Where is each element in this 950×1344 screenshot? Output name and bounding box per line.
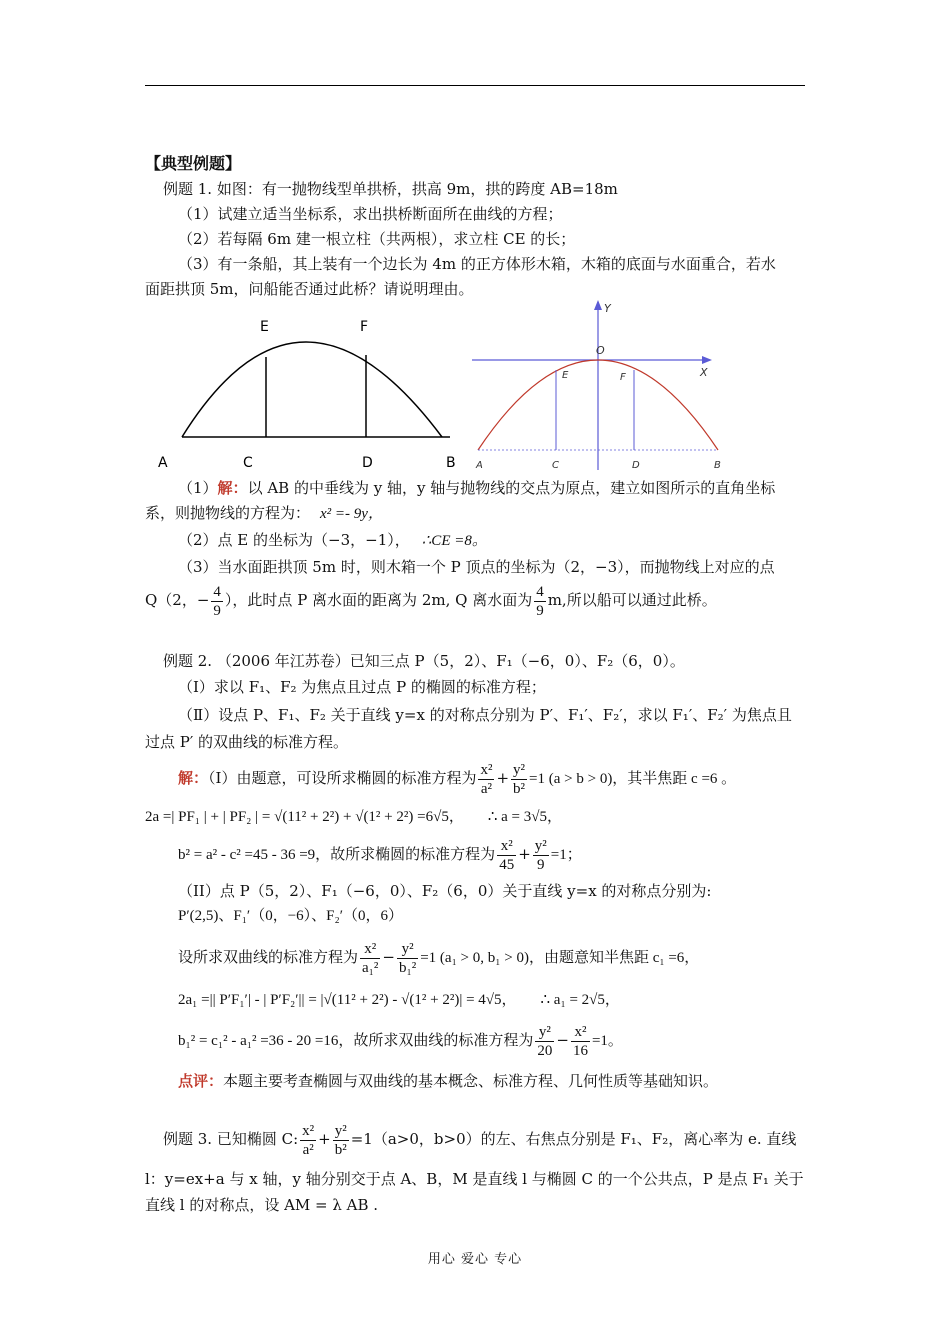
header-rule <box>145 85 805 86</box>
arch-curve <box>182 342 442 437</box>
ex1-title: 例题 1. 如图：有一抛物线型单拱桥，拱高 9m，拱的跨度 AB=18m <box>163 180 618 198</box>
bridge-figure <box>150 305 470 475</box>
ex2-q2a: （Ⅱ）设点 P、F₁、F₂ 关于直线 y=x 的对称点分别为 P′、F₁′、F₂′，求以 F₁′、F₂′ 为焦点且 <box>178 706 792 724</box>
label-f: F <box>360 319 369 335</box>
ex2-q1: （Ⅰ）求以 F₁、F₂ 为焦点且过点 P 的椭圆的标准方程； <box>178 678 546 696</box>
ex1-sol3a: （3）当水面距拱顶 5m 时，则木箱一个 P 顶点的坐标为（2，−3），而抛物线上对应的点 <box>178 558 775 576</box>
ex2-sol2e: b₁² = c₁² - a₁² =36 - 20 =16，故所求双曲线的标准方程为 $\frac{\text{y²}}{20}$ − $\frac{\text{x²}}{16}$ =1。 <box>178 1023 623 1059</box>
ex3-line3: 直线 l 的对称点，设 AM = λ AB . <box>145 1196 379 1214</box>
ex2-sol2d: 2a₁ =|| P′F₁′| - | P′F₂′|| = |√(11² + 2²) - √(1² + 2²)| = 4√5， ∴ a₁ = 2√5， <box>178 992 620 1008</box>
label-o: O <box>596 344 605 357</box>
ex2-comment: 点评：本题主要考查椭圆与双曲线的基本概念、标准方程、几何性质等基础知识。 <box>178 1072 719 1090</box>
ex2-title: 例题 2. （2006 年江苏卷）已知三点 P（5，2）、F₁（−6，0）、F₂（6，0）。 <box>163 652 685 670</box>
ex1-sol1b: 系，则抛物线的方程为： x² =- 9y， <box>145 504 383 522</box>
ex1-q3a: （3）有一条船，其上装有一个边长为 4m 的正方体形木箱，木箱的底面与水面重合，若水 <box>178 255 776 273</box>
ex2-sol1a: 解：（I）由题意，可设所求椭圆的标准方程为 $\frac{\text{x²}}{\text{a²}}$ + $\frac{\text{y²}}{\text{b²}}$ =1 (a > b > 0)，其半焦距 c =6 。 <box>178 761 737 797</box>
label-a-2: A <box>476 460 483 471</box>
label-x: X <box>700 366 708 379</box>
label-a: A <box>158 455 168 471</box>
section-heading: 【典型例题】 <box>145 154 242 173</box>
ex2-sol2c: 设所求双曲线的标准方程为 $\frac{\text{x²}}{\text{a₁²}}$ − $\frac{\text{y²}}{\text{b₁²}}$ =1 (a₁ > 0, b₁ > 0)，由题意知半焦距 c₁ =6， <box>178 940 700 976</box>
ex2-sol1-line2: 2a =| PF₁ | + | PF₂ | = √(11² + 2²) + √(1² + 2²) =6√5， ∴ a = 3√5， <box>145 809 562 825</box>
ex2-sol2a: （II）点 P（5，2）、F₁（−6，0）、F₂（6，0）关于直线 y=x 的对称点分别为: <box>178 882 712 900</box>
label-c: C <box>243 455 253 471</box>
label-d-2: D <box>632 460 640 471</box>
label-d: D <box>362 455 373 471</box>
label-b-2: B <box>714 460 721 471</box>
ex3-title: 例题 3. 已知椭圆 C: $\frac{\text{x²}}{\text{a²}}$ + $\frac{\text{y²}}{\text{b²}}$ =1（a>0，b>0）的左、右焦点分别是 F₁、F₂，离心率为 e. 直线 <box>163 1122 797 1158</box>
y-axis-arrow <box>594 300 602 310</box>
ex2-q2b: 过点 P′ 的双曲线的标准方程。 <box>145 733 349 751</box>
ex1-q1: （1）试建立适当坐标系，求出拱桥断面所在曲线的方程； <box>178 205 563 223</box>
label-e-2: E <box>562 370 569 381</box>
label-y: Y <box>604 302 611 315</box>
label-f-2: F <box>620 372 626 383</box>
label-e: E <box>260 319 269 335</box>
label-b: B <box>446 455 456 471</box>
ex1-q2: （2）若每隔 6m 建一根立柱（共两根），求立柱 CE 的长； <box>178 230 576 248</box>
coordinate-figure <box>470 298 730 478</box>
x-axis-arrow <box>702 356 712 364</box>
page-footer: 用心 爱心 专心 <box>427 1252 523 1267</box>
ex1-q3b: 面距拱顶 5m，问船能否通过此桥？请说明理由。 <box>145 280 474 298</box>
ex3-line2: l：y=ex+a 与 x 轴，y 轴分别交于点 A、B，M 是直线 l 与椭圆 C 的一个公共点，P 是点 F₁ 关于 <box>145 1170 804 1188</box>
label-c-2: C <box>552 460 559 471</box>
ex2-sol1-line3: b² = a² - c² =45 - 36 =9，故所求椭圆的标准方程为 $\frac{\text{x²}}{45}$ + $\frac{\text{y²}}{9}$ =1； <box>178 837 582 873</box>
ex1-sol1a: （1）解：以 AB 的中垂线为 y 轴，y 轴与抛物线的交点为原点，建立如图所示的直角坐标 <box>178 479 776 497</box>
ex1-sol3b: Q（2，− $\frac{4}{9}$ ），此时点 P 离水面的距离为 2m, Q 离水面为 $\frac{4}{9}$ m,所以船可以通过此桥。 <box>145 583 717 619</box>
ex2-sol2b: P′(2,5)、F₁′（0，−6）、F₂′（0，6） <box>178 908 404 924</box>
ex1-sol2: （2）点 E 的坐标为（−3，−1）， ∴CE =8。 <box>178 531 487 549</box>
